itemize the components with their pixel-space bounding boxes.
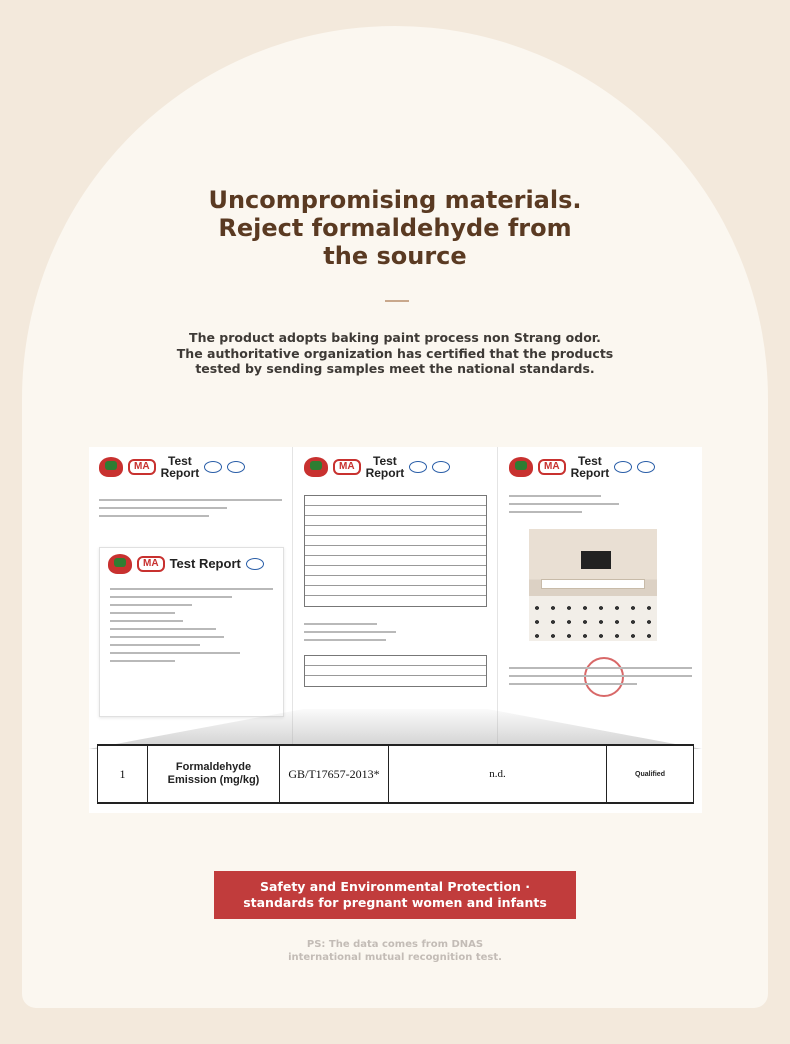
note-line: PS: The data comes from DNAS	[306, 939, 484, 950]
report-text-lines	[509, 667, 692, 691]
note-line: international mutual recognition test.	[288, 952, 502, 963]
banner-line: Safety and Environmental Protection ·	[259, 879, 531, 894]
report-text-lines	[509, 495, 692, 519]
cnas-seal-icon	[246, 558, 264, 570]
cnas-seal-icon	[614, 461, 632, 473]
test-report-documents	[89, 447, 702, 813]
report-data-table	[304, 495, 487, 607]
report-page	[89, 447, 293, 747]
intro-line: The product adopts baking paint process non Strang odor.	[189, 330, 601, 345]
report-page	[499, 447, 702, 747]
test-item-line: Formaldehyde	[175, 761, 252, 773]
cma-logo-icon	[304, 457, 328, 477]
overlay-report-header	[108, 554, 264, 574]
cnas-seal-icon	[204, 461, 222, 473]
data-source-note	[0, 938, 790, 964]
report-title-line: Report	[365, 466, 405, 480]
report-header	[509, 455, 655, 479]
report-title-line: Report	[570, 466, 610, 480]
intro-line: The authoritative organization has certified that the products	[176, 345, 614, 361]
test-item-line: Emission (mg/kg)	[167, 774, 260, 786]
report-title-line: Test	[578, 454, 602, 468]
report-title	[571, 455, 610, 479]
overlay-report-title: Test Report	[169, 556, 241, 571]
test-item	[147, 746, 279, 802]
test-verdict: Qualified	[606, 746, 694, 802]
ma-badge: MA	[333, 459, 361, 475]
ma-badge: MA	[137, 556, 165, 572]
report-title-line: Test	[168, 454, 192, 468]
report-text-lines	[304, 623, 487, 647]
cnas-seal-icon	[409, 461, 427, 473]
headline-line: Uncompromising materials.	[208, 186, 582, 214]
report-title	[366, 455, 405, 479]
report-title-line: Test	[373, 454, 397, 468]
cma-logo-icon	[99, 457, 123, 477]
report-title-line: Report	[160, 466, 200, 480]
ma-badge: MA	[128, 459, 156, 475]
overlay-report-page	[99, 547, 284, 717]
divider	[385, 300, 409, 302]
cma-logo-icon	[509, 457, 533, 477]
headline	[0, 186, 790, 270]
ilac-seal-icon	[227, 461, 245, 473]
report-header	[304, 455, 450, 479]
report-text-lines	[110, 588, 273, 668]
report-header	[99, 455, 245, 479]
intro-text	[0, 330, 790, 377]
banner-line: standards for pregnant women and infants	[243, 895, 547, 910]
report-text-lines	[99, 499, 282, 523]
safety-banner	[214, 871, 576, 919]
product-sample-photo	[529, 529, 657, 641]
ilac-seal-icon	[637, 461, 655, 473]
report-page	[294, 447, 498, 747]
formaldehyde-result-table	[97, 744, 694, 804]
report-summary-table	[304, 655, 487, 687]
ilac-seal-icon	[432, 461, 450, 473]
intro-line: tested by sending samples meet the national standards.	[195, 361, 595, 376]
ma-badge: MA	[538, 459, 566, 475]
headline-line: the source	[323, 242, 467, 270]
cma-logo-icon	[108, 554, 132, 574]
headline-line: Reject formaldehyde from	[218, 214, 572, 242]
test-result: n.d.	[388, 746, 606, 802]
test-standard: GB/T17657-2013*	[279, 746, 388, 802]
row-index: 1	[97, 746, 147, 802]
report-title	[161, 455, 200, 479]
